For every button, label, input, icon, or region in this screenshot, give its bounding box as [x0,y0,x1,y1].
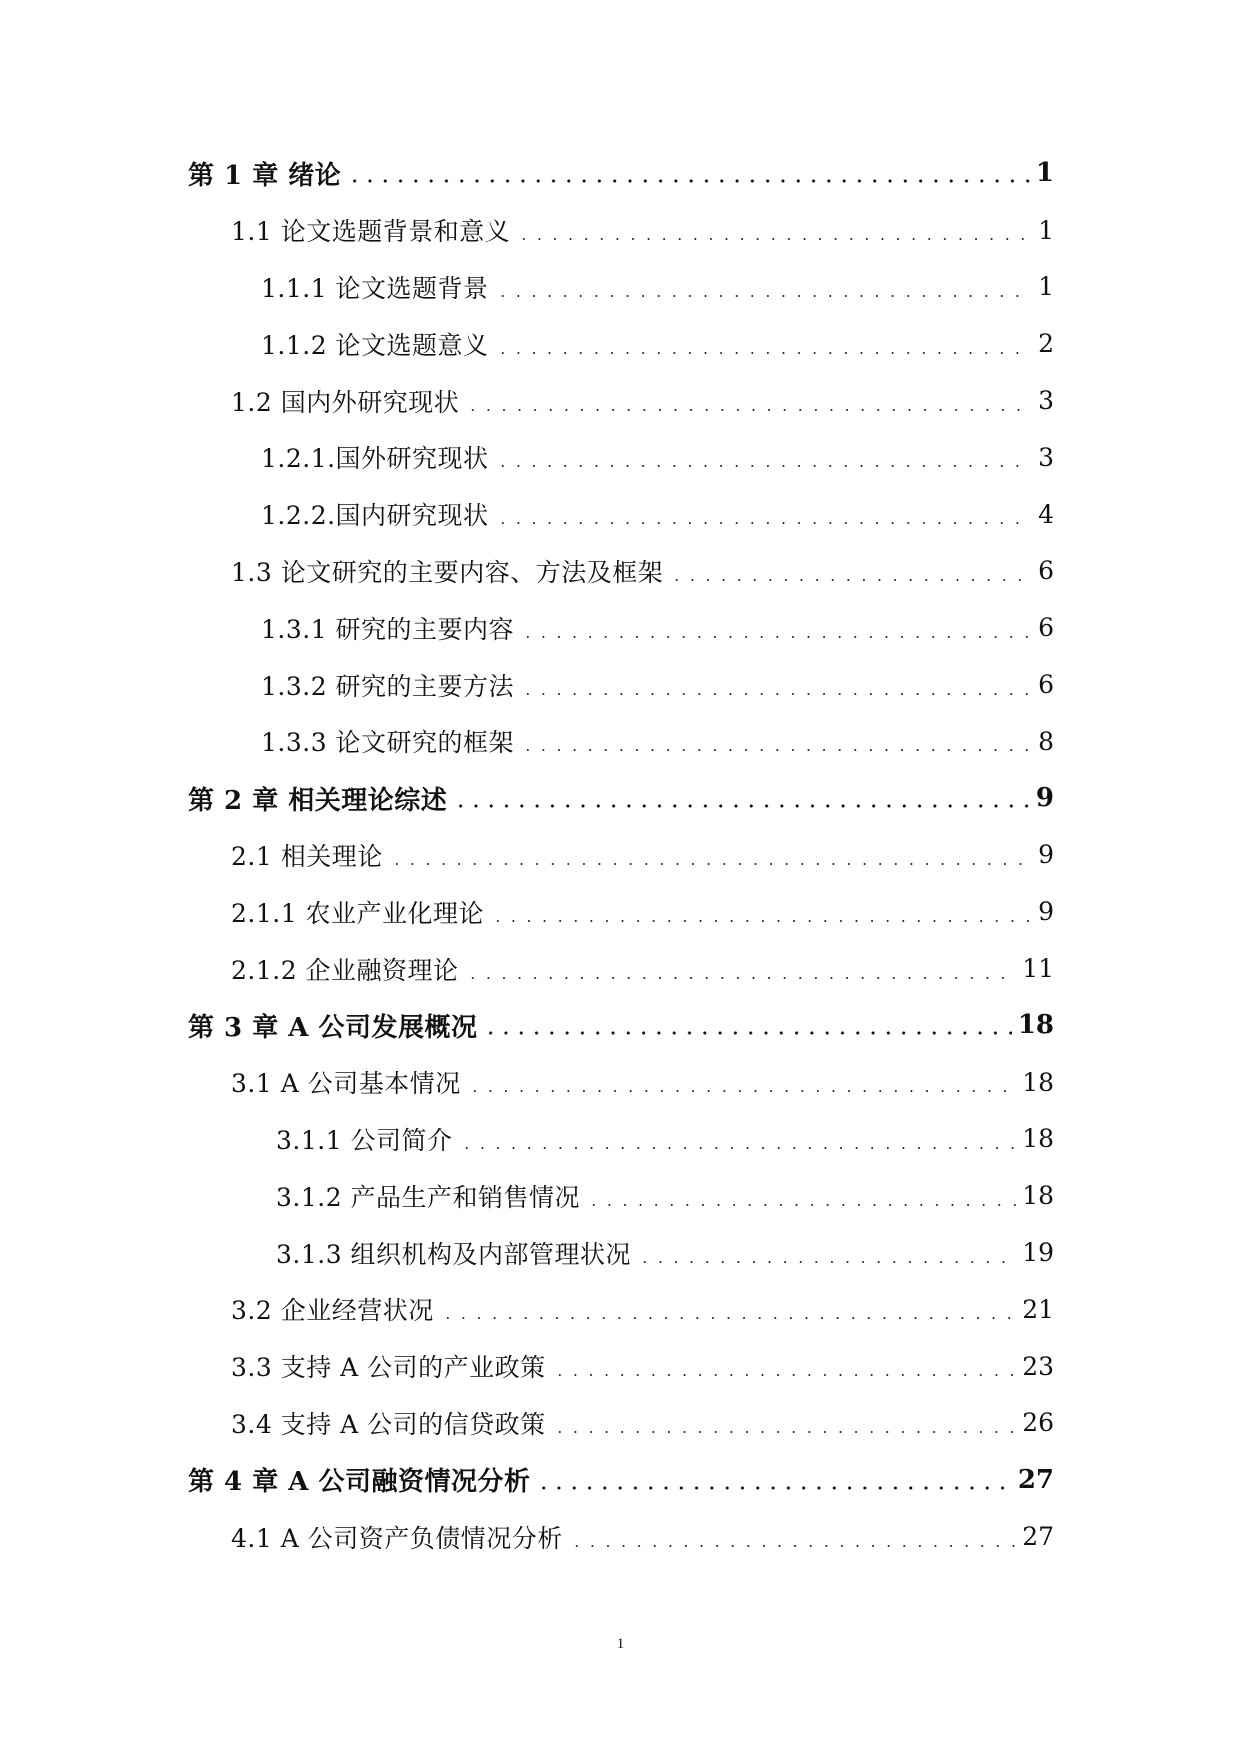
toc-section-entry[interactable] [0,1224,1241,1281]
toc-chapter-entry[interactable] [0,145,1241,202]
toc-dot-leader [483,1031,1011,1035]
toc-entry-title: 3.1.1 公司简介 [276,1125,453,1155]
toc-section-entry[interactable] [0,259,1241,316]
toc-entry-title: 第 1 章 绪论 [188,160,342,191]
toc-section-entry[interactable] [0,429,1241,486]
toc-entry-page-number: 3 [1038,442,1054,472]
toc-entry-page-number: 26 [1022,1408,1054,1438]
toc-entry-title: 3.3 支持 A 公司的产业政策 [231,1353,546,1383]
toc-entry-page-number: 1 [1038,272,1054,302]
toc-section-entry[interactable] [0,656,1241,713]
toc-dot-leader [495,522,1033,524]
toc-dot-leader [347,179,1030,183]
toc-section-entry[interactable] [0,486,1241,543]
toc-dot-leader [586,1204,1016,1206]
toc-dot-leader [495,295,1033,297]
toc-dot-leader [536,1486,1011,1490]
toc-entry-title: 3.1.3 组织机构及内部管理状况 [276,1239,632,1269]
toc-entry-title: 1.2.1.国外研究现状 [261,444,489,474]
toc-dot-leader [389,863,1032,865]
toc-entry-page-number: 6 [1038,670,1054,700]
toc-entry-page-number: 6 [1038,556,1054,586]
toc-entry-title: 第 2 章 相关理论综述 [188,785,448,816]
toc-dot-leader [637,1261,1016,1263]
toc-dot-leader [495,352,1033,354]
toc-entry-page-number: 9 [1038,897,1054,927]
toc-section-entry[interactable] [0,1054,1241,1111]
toc-chapter-entry[interactable] [0,1451,1241,1508]
toc-section-entry[interactable] [0,940,1241,997]
page-number: 1 [616,1636,625,1652]
toc-section-entry[interactable] [0,1167,1241,1224]
toc-section-entry[interactable] [0,543,1241,600]
toc-section-entry[interactable] [0,202,1241,259]
toc-entry-title: 1.2 国内外研究现状 [231,387,460,417]
toc-entry-title: 2.1.2 企业融资理论 [231,955,459,985]
toc-dot-leader [467,1090,1016,1092]
toc-entry-title: 3.2 企业经营状况 [231,1296,434,1326]
toc-section-entry[interactable] [0,713,1241,770]
toc-section-entry[interactable] [0,372,1241,429]
toc-section-entry[interactable] [0,599,1241,656]
toc-dot-leader [569,1545,1016,1547]
table-of-contents [0,145,1241,1565]
toc-chapter-entry[interactable] [0,770,1241,827]
toc-dot-leader [520,636,1032,638]
toc-entry-title: 1.1 论文选题背景和意义 [231,217,511,247]
toc-entry-title: 第 4 章 A 公司融资情况分析 [188,1467,531,1498]
toc-dot-leader [669,579,1032,581]
toc-entry-title: 4.1 A 公司资产负债情况分析 [231,1523,563,1553]
toc-dot-leader [520,693,1032,695]
toc-entry-page-number: 1 [1038,215,1054,245]
toc-entry-page-number: 18 [1017,1010,1054,1041]
toc-dot-leader [453,804,1030,808]
toc-entry-page-number: 2 [1038,329,1054,359]
toc-chapter-entry[interactable] [0,997,1241,1054]
toc-entry-page-number: 18 [1022,1067,1054,1097]
toc-entry-page-number: 21 [1022,1294,1054,1324]
toc-entry-title: 1.1.2 论文选题意义 [261,330,489,360]
toc-entry-page-number: 27 [1022,1522,1054,1552]
toc-entry-title: 第 3 章 A 公司发展概况 [188,1012,478,1043]
toc-entry-page-number: 23 [1022,1351,1054,1381]
toc-entry-title: 1.3.1 研究的主要内容 [261,614,515,644]
toc-entry-title: 3.1.2 产品生产和销售情况 [276,1182,581,1212]
toc-section-entry[interactable] [0,1508,1241,1565]
toc-section-entry[interactable] [0,827,1241,884]
toc-entry-title: 1.3.2 研究的主要方法 [261,671,515,701]
toc-dot-leader [440,1317,1016,1319]
toc-entry-title: 1.3 论文研究的主要内容、方法及框架 [231,557,664,587]
toc-entry-title: 3.1 A 公司基本情况 [231,1069,461,1099]
toc-entry-page-number: 1 [1035,158,1054,189]
toc-entry-page-number: 4 [1038,499,1054,529]
toc-entry-title: 2.1.1 农业产业化理论 [231,898,485,928]
toc-entry-title: 3.4 支持 A 公司的信贷政策 [231,1409,546,1439]
toc-entry-page-number: 8 [1038,726,1054,756]
toc-entry-title: 1.3.3 论文研究的框架 [261,728,515,758]
toc-dot-leader [465,977,1017,979]
toc-entry-page-number: 11 [1022,954,1054,984]
toc-entry-page-number: 27 [1017,1464,1054,1495]
toc-dot-leader [552,1374,1017,1376]
toc-entry-page-number: 9 [1038,840,1054,870]
toc-dot-leader [552,1431,1017,1433]
toc-dot-leader [465,409,1032,411]
toc-entry-page-number: 3 [1038,386,1054,416]
toc-section-entry[interactable] [0,1111,1241,1168]
toc-entry-title: 1.2.2.国内研究现状 [261,501,489,531]
toc-dot-leader [520,749,1032,751]
toc-entry-title: 2.1 相关理论 [231,841,383,871]
toc-section-entry[interactable] [0,1395,1241,1452]
toc-entry-page-number: 6 [1038,613,1054,643]
toc-dot-leader [459,1147,1017,1149]
toc-entry-page-number: 19 [1022,1238,1054,1268]
toc-section-entry[interactable] [0,1338,1241,1395]
toc-entry-page-number: 18 [1022,1124,1054,1154]
toc-dot-leader [490,920,1032,922]
toc-entry-page-number: 18 [1022,1181,1054,1211]
toc-section-entry[interactable] [0,1281,1241,1338]
toc-entry-page-number: 9 [1035,783,1054,814]
toc-dot-leader [495,465,1033,467]
toc-dot-leader [516,238,1032,240]
toc-entry-title: 1.1.1 论文选题背景 [261,273,489,303]
toc-section-entry[interactable] [0,315,1241,372]
toc-section-entry[interactable] [0,883,1241,940]
